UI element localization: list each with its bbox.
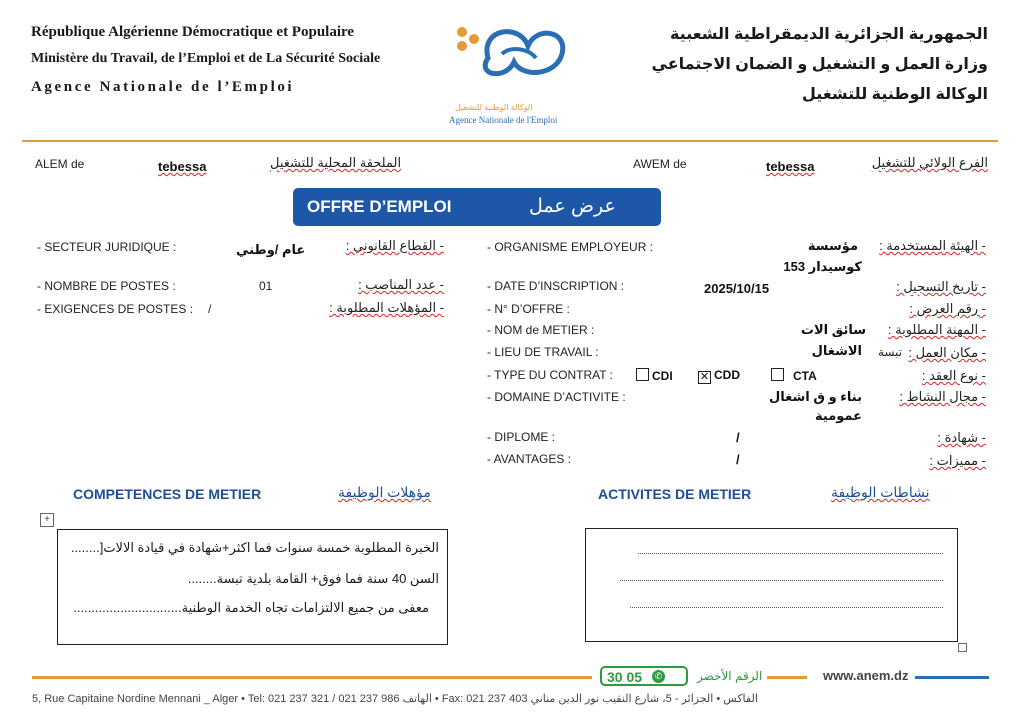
lieu-value: الاشغال	[811, 343, 862, 358]
header-ar-line1: الجمهورية الجزائرية الديمقراطية الشعبية	[669, 26, 988, 43]
contrat-label: - TYPE DU CONTRAT :	[487, 368, 614, 382]
domaine-arabic-label: - مجال النشاط :	[899, 389, 986, 404]
lieu-arabic-label: - مكان العمل :	[908, 345, 986, 360]
banner-arabic: عرض عمل	[529, 196, 616, 217]
anem-logo	[440, 18, 580, 100]
competences-arabic-title: مؤهلات الوظيفة	[338, 484, 431, 500]
domaine-label: - DOMAINE D’ACTIVITE :	[487, 390, 626, 404]
diplome-arabic-label: - شهادة :	[937, 430, 986, 445]
competence-line-1: الخبرة المطلوبة خمسة سنوات فما اكثر+شهادة في قيادة الالات[........	[70, 540, 439, 555]
activites-arabic-title: نشاطات الوظيفة	[831, 484, 930, 500]
contrat-arabic-label: - نوع العقد :	[921, 368, 986, 383]
activite-dotted-line-3	[630, 607, 943, 608]
secteur-label: - SECTEUR JURIDIQUE :	[37, 240, 177, 254]
metier-label: - NOM de METIER :	[487, 323, 595, 337]
domaine-value-line2: عمومية	[815, 408, 862, 423]
activites-title: ACTIVITES DE METIER	[598, 486, 752, 502]
lieu-label: - LIEU DE TRAVAIL :	[487, 345, 599, 359]
date-arabic-label: - تاريخ التسجيل :	[896, 279, 986, 294]
cdi-checkbox[interactable]	[636, 368, 649, 381]
organisme-value-line2: كوسيدار 153	[783, 259, 862, 274]
postes-arabic-label: - عدد المناصب :	[358, 277, 444, 292]
contrat-cdi-option[interactable]	[636, 368, 673, 383]
awem-label: AWEM de	[633, 157, 687, 171]
header-ar-line2: وزارة العمل و التشغيل و الضمان الاجتماعي	[651, 56, 988, 73]
cdi-label: CDI	[652, 369, 673, 383]
competence-line-2: السن 40 سنة فما فوق+ القامة بلدية تبسة........	[187, 571, 439, 586]
cta-label: CTA	[793, 369, 817, 383]
cdd-label: CDD	[714, 368, 740, 382]
alem-arabic-label: الملحقة المحلية للتشغيل	[270, 155, 402, 170]
table-move-handle-icon[interactable]: +	[40, 513, 54, 527]
date-value: 2025/10/15	[704, 281, 770, 296]
diplome-label: - DIPLOME :	[487, 430, 556, 444]
avantages-label: - AVANTAGES :	[487, 452, 572, 466]
table-resize-handle-icon[interactable]	[958, 643, 967, 652]
footer-line-orange-short	[767, 676, 807, 679]
avantages-arabic-label: - مميزات :	[929, 453, 986, 468]
competences-box	[57, 529, 448, 645]
exigences-label: - EXIGENCES DE POSTES :	[37, 302, 194, 316]
offer-banner	[293, 188, 661, 226]
header-ar-line3: الوكالة الوطنية للتشغيل	[802, 86, 988, 103]
header-divider	[22, 140, 998, 142]
footer-line-orange	[32, 676, 592, 679]
organisme-label: - ORGANISME EMPLOYEUR :	[487, 240, 654, 254]
banner-french: OFFRE D’EMPLOI	[307, 197, 452, 216]
offre-number-arabic-label: - رقم العرض :	[909, 301, 986, 316]
organisme-arabic-label: - الهيئة المستخدمة :	[879, 238, 986, 253]
website-link[interactable]: www.anem.dz	[823, 668, 909, 683]
cdd-checkbox[interactable]: ✕	[699, 371, 710, 383]
header-fr-line3: Agence Nationale de l’Emploi	[31, 79, 295, 95]
avantages-value: /	[736, 452, 740, 467]
header-fr-line1: République Algérienne Démocratique et Populaire	[31, 24, 355, 40]
domaine-value-line1: بناء و ق اشغال	[769, 389, 862, 404]
cta-checkbox[interactable]	[771, 368, 784, 381]
hotline-badge	[600, 666, 688, 686]
logo-arabic: الوكالة الوطنية للتشغيل	[455, 103, 533, 112]
hotline-number: 30 05	[607, 669, 643, 685]
organisme-value-line1: مؤسسة	[807, 238, 858, 253]
header-fr-line2: Ministère du Travail, de l’Emploi et de La Sécurité Sociale	[31, 51, 381, 66]
exigences-value: /	[208, 302, 212, 316]
metier-arabic-label: - المهنة المطلوبة :	[887, 322, 986, 337]
activite-dotted-line-2	[620, 580, 943, 581]
diplome-value: /	[736, 430, 740, 445]
competences-title: COMPETENCES DE METIER	[73, 486, 262, 502]
hotline-arabic-label: الرقم الأخضر	[697, 669, 763, 683]
awem-arabic-label: الفرع الولائي للتشغيل	[871, 155, 988, 170]
offre-number-label: - N° D’OFFRE :	[487, 302, 570, 316]
activites-box	[585, 528, 958, 642]
footer-address: 5, Rue Capitaine Nordine Mennani _ Alger • Tel: 021 237 321 / 021 237 986 الهاتف • Fax: 021 237 403 الفاكس • الجزائر - 5، شارع النقيب نور الدين مناني	[32, 693, 758, 705]
competence-line-3: معفى من جميع الالتزامات تجاه الخدمة الوطنية..............................	[73, 600, 429, 615]
postes-value: 01	[259, 279, 273, 293]
awem-value: tebessa	[766, 159, 815, 174]
logo-french: Agence Nationale de l'Emploi	[449, 115, 558, 125]
footer-line-blue	[915, 676, 989, 679]
alem-value: tebessa	[158, 159, 207, 174]
lieu-arabic-value: تبسة	[878, 345, 903, 359]
secteur-arabic-label: - القطاع القانوني :	[345, 238, 444, 253]
date-label: - DATE D’INSCRIPTION :	[487, 279, 625, 293]
contrat-cdd-option[interactable]	[698, 368, 740, 384]
secteur-value: عام /وطني	[236, 242, 306, 257]
exigences-arabic-label: - المؤهلات المطلوبة :	[329, 300, 444, 315]
phone-icon: ✆	[652, 670, 665, 683]
metier-value: سائق الات	[800, 322, 866, 337]
postes-label: - NOMBRE DE POSTES :	[37, 279, 176, 293]
alem-label: ALEM de	[35, 157, 85, 171]
contrat-cta-option[interactable]	[771, 368, 817, 383]
activite-dotted-line-1	[638, 553, 943, 554]
